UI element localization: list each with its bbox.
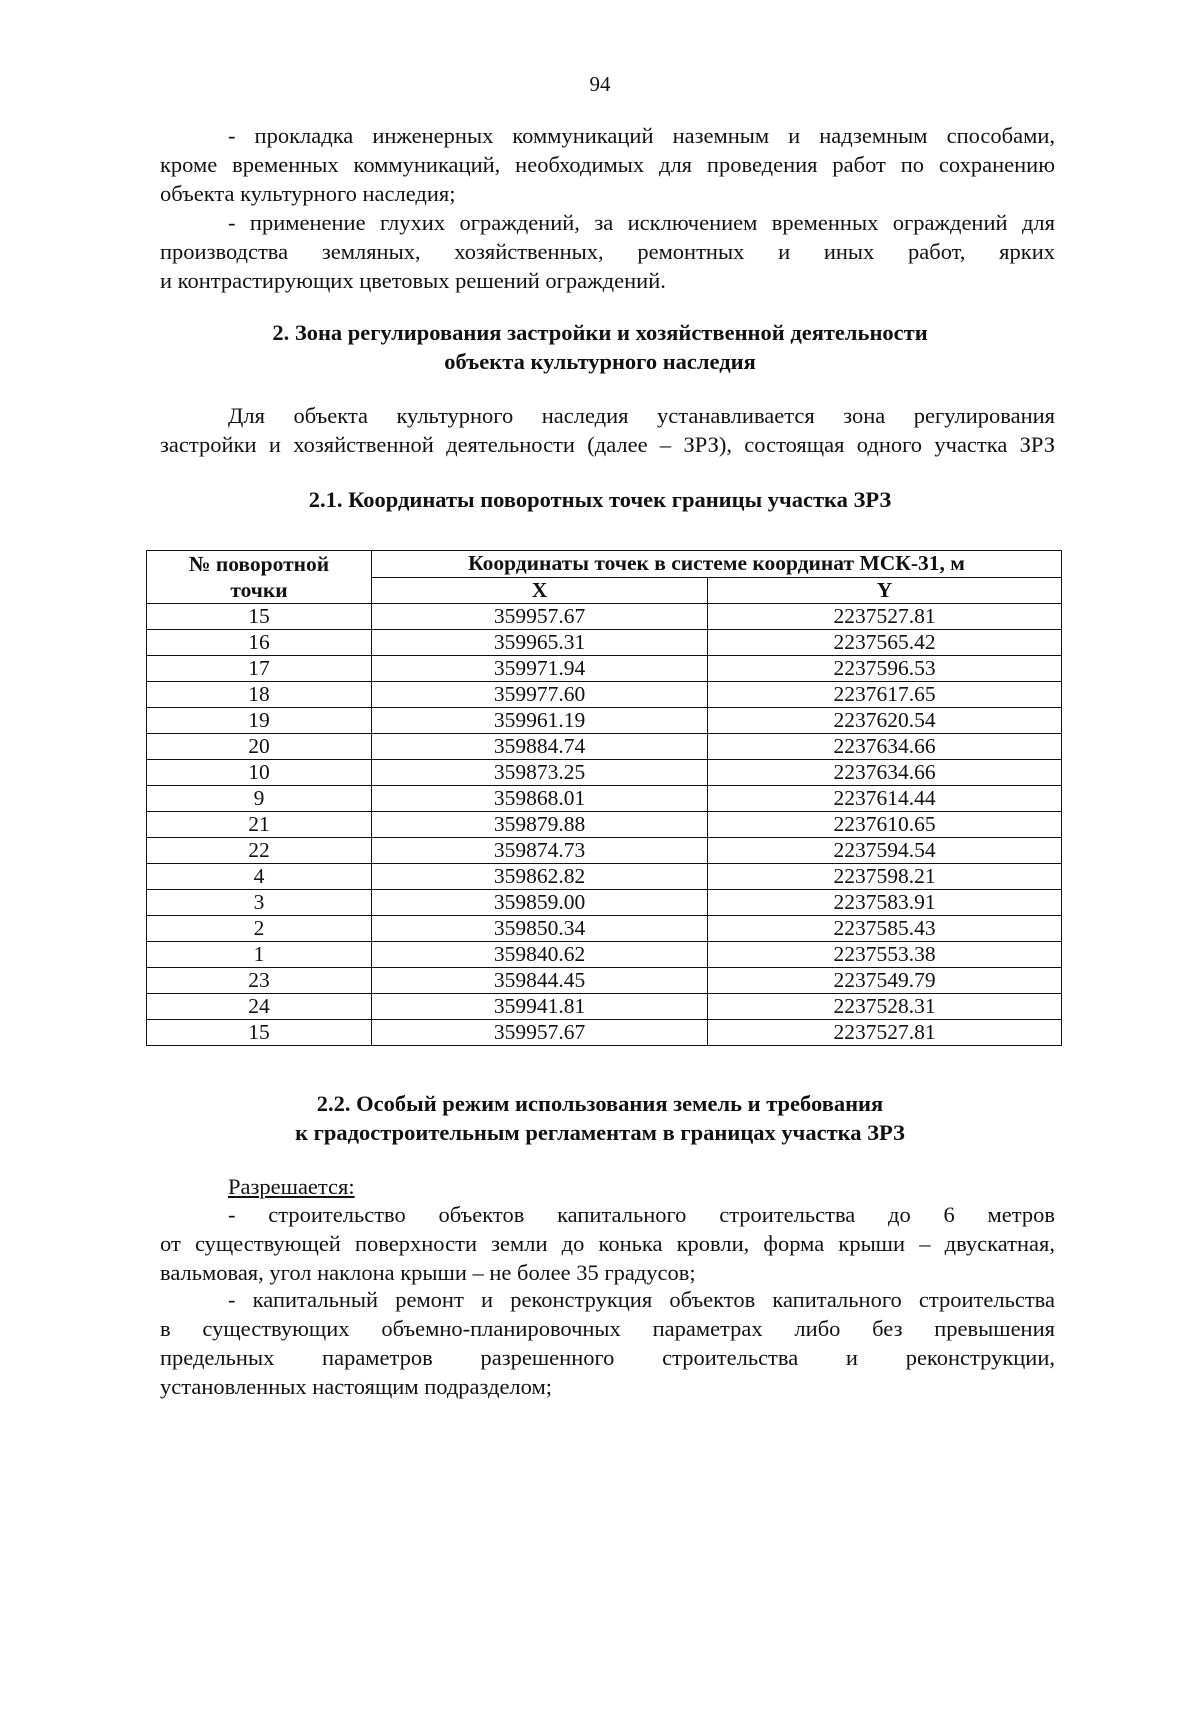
cell-point-number: 3 [147, 890, 372, 916]
text-line: предельных параметров разрешенного строительства и реконструкции, [160, 1345, 1055, 1370]
text-line: застройки и хозяйственной деятельности (далее – ЗРЗ), состоящая одного участка ЗРЗ [160, 432, 1055, 457]
table-row [147, 604, 1062, 630]
table-row [147, 864, 1062, 890]
cell-x-coordinate: 359873.25 [372, 760, 708, 786]
allowed-item-reconstruction [160, 1285, 1055, 1401]
table-row [147, 760, 1062, 786]
section-2-1-heading: 2.1. Координаты поворотных точек границы участка ЗРЗ [308, 487, 892, 512]
text-line: - капитальный ремонт и реконструкция объектов капитального строительства [228, 1287, 1055, 1312]
cell-point-number: 18 [147, 682, 372, 708]
text-line: - прокладка инженерных коммуникаций наземным и надземным способами, [228, 123, 1055, 148]
cell-point-number: 2 [147, 916, 372, 942]
cell-y-coordinate: 2237527.81 [708, 1020, 1062, 1046]
cell-x-coordinate: 359850.34 [372, 916, 708, 942]
cell-point-number: 20 [147, 734, 372, 760]
intro-item-communications [160, 121, 1055, 208]
table-row [147, 682, 1062, 708]
cell-point-number: 23 [147, 968, 372, 994]
intro-item-fences [160, 208, 1055, 295]
cell-x-coordinate: 359859.00 [372, 890, 708, 916]
table-row [147, 942, 1062, 968]
cell-y-coordinate: 2237596.53 [708, 656, 1062, 682]
cell-x-coordinate: 359957.67 [372, 1020, 708, 1046]
section-2-2-heading [0, 1089, 1200, 1147]
cell-y-coordinate: 2237594.54 [708, 838, 1062, 864]
cell-y-coordinate: 2237617.65 [708, 682, 1062, 708]
cell-y-coordinate: 2237634.66 [708, 734, 1062, 760]
header-point-number [147, 551, 372, 604]
cell-x-coordinate: 359862.82 [372, 864, 708, 890]
cell-y-coordinate: 2237583.91 [708, 890, 1062, 916]
allowed-label: Разрешается: [228, 1174, 355, 1199]
heading-line: 2.2. Особый режим использования земель и требования [316, 1091, 884, 1116]
text-line: от существующей поверхности земли до конька кровли, форма крыши – двускатная, [160, 1231, 1055, 1256]
cell-point-number: 10 [147, 760, 372, 786]
table-row [147, 838, 1062, 864]
header-text: № поворотной [188, 552, 330, 576]
text-line: установленных настоящим подразделом; [160, 1374, 552, 1399]
cell-y-coordinate: 2237528.31 [708, 994, 1062, 1020]
cell-y-coordinate: 2237620.54 [708, 708, 1062, 734]
text-line: - применение глухих ограждений, за исключением временных ограждений для [228, 210, 1055, 235]
cell-point-number: 22 [147, 838, 372, 864]
coordinates-table [146, 550, 1062, 1046]
cell-x-coordinate: 359844.45 [372, 968, 708, 994]
text-line: производства земляных, хозяйственных, ремонтных и иных работ, ярких [160, 239, 1055, 264]
text-line: и контрастирующих цветовых решений ограждений. [160, 268, 666, 293]
cell-point-number: 16 [147, 630, 372, 656]
cell-y-coordinate: 2237553.38 [708, 942, 1062, 968]
table-row [147, 1020, 1062, 1046]
table-row [147, 812, 1062, 838]
section-2-paragraph [160, 401, 1055, 459]
cell-point-number: 15 [147, 604, 372, 630]
allowed-item-construction [160, 1200, 1055, 1287]
table-row [147, 968, 1062, 994]
table-row [147, 916, 1062, 942]
heading-line: объекта культурного наследия [444, 349, 756, 374]
table-row [147, 994, 1062, 1020]
cell-x-coordinate: 359977.60 [372, 682, 708, 708]
table-row [147, 890, 1062, 916]
cell-point-number: 19 [147, 708, 372, 734]
section-2-heading [0, 318, 1200, 376]
table-row [147, 630, 1062, 656]
cell-y-coordinate: 2237614.44 [708, 786, 1062, 812]
table-row [147, 708, 1062, 734]
header-y: Y [708, 577, 1062, 604]
cell-x-coordinate: 359874.73 [372, 838, 708, 864]
header-x: X [372, 577, 708, 604]
allowed-label-row [160, 1172, 1055, 1201]
cell-x-coordinate: 359971.94 [372, 656, 708, 682]
cell-x-coordinate: 359879.88 [372, 812, 708, 838]
cell-x-coordinate: 359941.81 [372, 994, 708, 1020]
text-line: объекта культурного наследия; [160, 181, 456, 206]
cell-point-number: 15 [147, 1020, 372, 1046]
text-line: кроме временных коммуникаций, необходимых для проведения работ по сохранению [160, 152, 1055, 177]
coordinates-table-body [147, 604, 1062, 1046]
cell-x-coordinate: 359957.67 [372, 604, 708, 630]
cell-y-coordinate: 2237598.21 [708, 864, 1062, 890]
table-row [147, 786, 1062, 812]
text-line: - строительство объектов капитального строительства до 6 метров [228, 1202, 1055, 1227]
table-row [147, 734, 1062, 760]
cell-y-coordinate: 2237565.42 [708, 630, 1062, 656]
text-line: в существующих объемно-планировочных параметрах либо без превышения [160, 1316, 1055, 1341]
cell-point-number: 9 [147, 786, 372, 812]
cell-x-coordinate: 359961.19 [372, 708, 708, 734]
heading-line: к градостроительным регламентам в границах участка ЗРЗ [295, 1120, 905, 1145]
cell-point-number: 17 [147, 656, 372, 682]
text-line: вальмовая, угол наклона крыши – не более 35 градусов; [160, 1260, 696, 1285]
table-row [147, 656, 1062, 682]
cell-point-number: 24 [147, 994, 372, 1020]
cell-y-coordinate: 2237549.79 [708, 968, 1062, 994]
cell-x-coordinate: 359884.74 [372, 734, 708, 760]
cell-x-coordinate: 359868.01 [372, 786, 708, 812]
cell-point-number: 1 [147, 942, 372, 968]
header-text: точки [230, 578, 288, 602]
heading-line: 2. Зона регулирования застройки и хозяйственной деятельности [272, 320, 928, 345]
cell-y-coordinate: 2237610.65 [708, 812, 1062, 838]
header-coordinates: Координаты точек в системе координат МСК-31, м [372, 551, 1062, 578]
page-number: 94 [589, 72, 611, 96]
text-line: Для объекта культурного наследия устанавливается зона регулирования [228, 403, 1055, 428]
cell-point-number: 4 [147, 864, 372, 890]
cell-y-coordinate: 2237634.66 [708, 760, 1062, 786]
cell-y-coordinate: 2237585.43 [708, 916, 1062, 942]
cell-x-coordinate: 359840.62 [372, 942, 708, 968]
cell-x-coordinate: 359965.31 [372, 630, 708, 656]
cell-y-coordinate: 2237527.81 [708, 604, 1062, 630]
cell-point-number: 21 [147, 812, 372, 838]
